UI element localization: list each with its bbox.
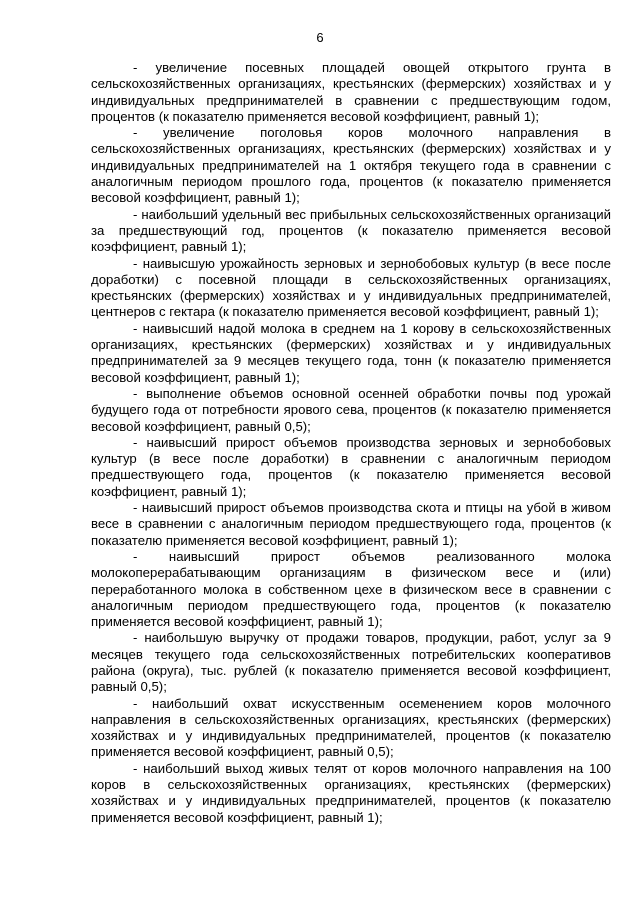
criterion-paragraph: - наибольший удельный вес прибыльных сельскохозяйственных организаций за предшествующий год, процентов (к показателю применяется весовой коэффициент, равный 1); (91, 206, 611, 255)
criterion-paragraph: - наивысший прирост объемов производства зерновых и зернобобовых культур (в весе после доработки) в сравнении с аналогичным периодом предшествующего года, процентов (к показателю применяется весовой коэффициент, равный 1); (91, 434, 611, 499)
page-number: 6 (316, 30, 324, 45)
criterion-paragraph: - наивысший прирост объемов реализованного молока молокоперерабатывающим организациям в физическом весе и (или) переработанного молока в собственном цехе в физическом весе в сравнении с аналогичным периодом предшествующего года, процентов (к показателю применяется весовой коэффициент, равный 1); (91, 548, 611, 630)
criterion-paragraph: - выполнение объемов основной осенней обработки почвы под урожай будущего года от потребности ярового сева, процентов (к показателю применяется весовой коэффициент, равный 0,5); (91, 385, 611, 434)
criterion-paragraph: - увеличение поголовья коров молочного направления в сельскохозяйственных организациях, крестьянских (фермерских) хозяйствах и у индивидуальных предпринимателей на 1 октября текущего года в сравнении с аналогичным периодом прошлого года, процентов (к показателю применяется весовой коэффициент, равный 1); (91, 125, 611, 206)
criterion-paragraph: - наивысший прирост объемов производства скота и птицы на убой в живом весе в сравнении с аналогичным периодом предшествующего года, процентов (к показателю применяется весовой коэффициент, равный 1); (91, 500, 611, 548)
criterion-paragraph: - наивысшую урожайность зерновых и зернобобовых культур (в весе после доработки) с посевной площади в сельскохозяйственных организациях, крестьянских (фермерских) хозяйствах и у индивидуальных предпринимателей, центнеров с гектара (к показателю применяется весовой коэффициент, равный 1); (91, 255, 611, 320)
criterion-paragraph: - наивысший надой молока в среднем на 1 корову в сельскохозяйственных организациях, крестьянских (фермерских) хозяйствах и у индивидуальных предпринимателей за 9 месяцев текущего года, тонн (к показателю применяется весовой коэффициент, равный 1); (91, 320, 611, 385)
criterion-paragraph: - наибольший охват искусственным осеменением коров молочного направления в сельскохозяйственных организациях, крестьянских (фермерских) хозяйствах и у индивидуальных предпринимателей, процентов (к показателю применяется весовой коэффициент, равный 0,5); (91, 695, 611, 760)
criteria-list (91, 60, 611, 826)
criterion-paragraph: - наибольший выход живых телят от коров молочного направления на 100 коров в сельскохозяйственных организациях, крестьянских (фермерских) хозяйствах и у индивидуальных предпринимателей, процентов (к показателю применяется весовой коэффициент, равный 1); (91, 760, 611, 825)
criterion-paragraph: - увеличение посевных площадей овощей открытого грунта в сельскохозяйственных организациях, крестьянских (фермерских) хозяйствах и у индивидуальных предпринимателей в сравнении с предшествующим годом, процентов (к показателю применяется весовой коэффициент, равный 1); (91, 60, 611, 124)
criterion-paragraph: - наибольшую выручку от продажи товаров, продукции, работ, услуг за 9 месяцев текущего года сельскохозяйственных потребительских кооперативов района (округа), тыс. рублей (к показателю применяется весовой коэффициент, равный 0,5); (91, 630, 611, 695)
